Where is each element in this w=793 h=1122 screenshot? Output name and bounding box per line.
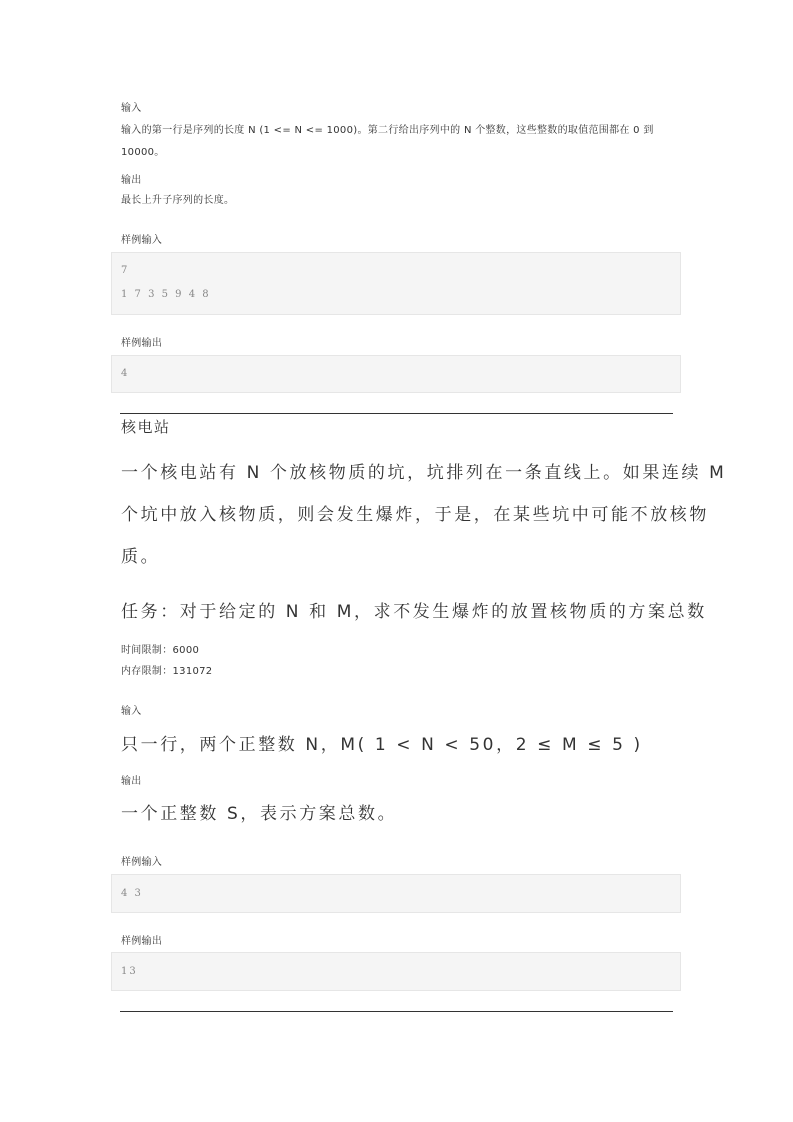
output-description: 一个正整数 S，表示方案总数。	[121, 804, 398, 824]
sample-output-heading: 样例输出	[121, 338, 163, 349]
output-description: 最长上升子序列的长度。	[121, 195, 235, 206]
input-heading: 输入	[121, 103, 142, 114]
time-limit: 时间限制：6000	[121, 645, 200, 656]
code-line: 7	[121, 265, 130, 276]
code-line: 4 3	[121, 888, 143, 899]
problem-description-line-3: 质。	[121, 547, 161, 567]
code-line: 13	[121, 966, 138, 977]
problem-title: 核电站	[121, 418, 171, 436]
sample-input-code-block	[111, 252, 681, 315]
sample-input-heading: 样例输入	[121, 235, 163, 246]
sample-output-heading: 样例输出	[121, 936, 163, 947]
sample-input-code-block	[111, 874, 681, 913]
code-line: 4	[121, 368, 130, 379]
divider	[120, 413, 673, 414]
input-heading: 输入	[121, 706, 142, 717]
input-description-line-1: 输入的第一行是序列的长度 N (1 <= N <= 1000)。第二行给出序列中的 N 个整数，这些整数的取值范围都在 0 到	[121, 125, 654, 136]
problem-description-line-2: 个坑中放入核物质，则会发生爆炸，于是，在某些坑中可能不放核物	[121, 505, 709, 525]
sample-input-heading: 样例输入	[121, 857, 163, 868]
input-description: 只一行，两个正整数 N，M( 1 < N < 50，2 ≤ M ≤ 5 )	[121, 735, 643, 755]
output-heading: 输出	[121, 175, 142, 186]
sample-output-code-block	[111, 952, 681, 991]
problem-task: 任务：对于给定的 N 和 M，求不发生爆炸的放置核物质的方案总数	[121, 602, 707, 622]
code-line: 1 7 3 5 9 4 8	[121, 289, 211, 300]
memory-limit: 内存限制：131072	[121, 666, 213, 677]
output-heading: 输出	[121, 776, 142, 787]
problem-description-line-1: 一个核电站有 N 个放核物质的坑，坑排列在一条直线上。如果连续 M	[121, 463, 727, 483]
divider	[120, 1011, 673, 1012]
sample-output-code-block	[111, 355, 681, 393]
input-description-line-2: 10000。	[121, 147, 165, 158]
